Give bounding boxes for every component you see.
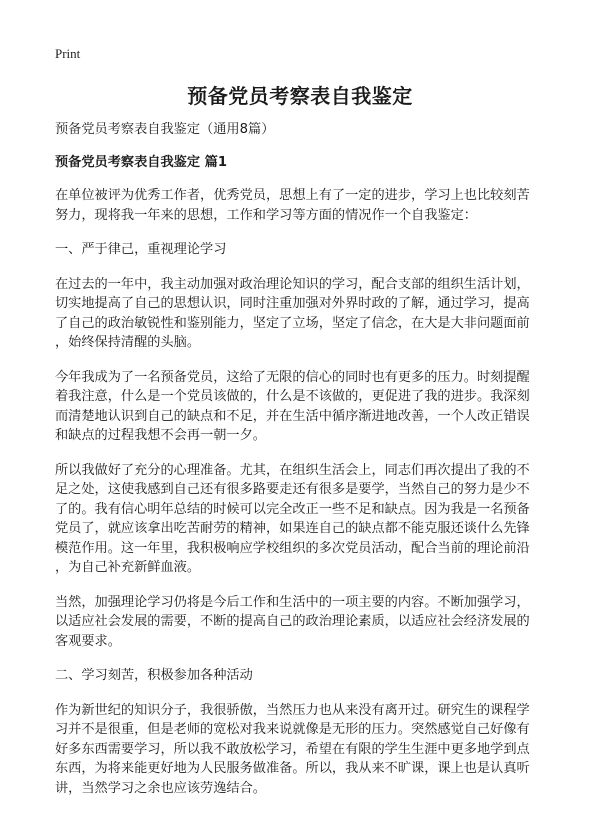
paragraph [55,461,560,578]
paragraph-line: 足之处，这使我感到自己还有很多路要走还有很多是要学，当然自己的努力是少不 [55,482,530,497]
paragraph-line: 好多东西需要学习，所以我不敢放松学习，希望在有限的学生生涯中更多地学到点 [55,741,530,757]
paragraph-line: 着我注意，什么是一个党员该做的，什么是不该做的，更促进了我的进步。我深刻 [55,389,530,404]
paragraph-line: 一、严于律己，重视理论学习 [55,242,227,257]
paragraph-line: 二、学习刻苦，积极参加各种活动 [55,668,253,683]
paragraph [55,701,560,799]
paragraph-line: 客观要求。 [55,633,121,649]
paragraph-line: ，始终保持清醒的头脑。 [55,335,201,350]
paragraph-line: ，为自己补充新鲜血液。 [55,560,201,575]
paragraph [55,368,560,446]
paragraph [55,275,560,353]
section-subheading [55,240,560,260]
paragraph-line: 在过去的一年中，我主动加强对政治理论知识的学习，配合支部的组织生活计划， [55,276,530,292]
paragraph-line: 以适应社会发展的需要，不断的提高自己的政治理论素质，以适应社会经济发展的 [55,614,530,629]
paragraph-line: 作为新世纪的知识分子，我很骄傲，当然压力也从来没有离开过。研究生的课程学 [55,702,530,718]
paragraph-line: 了的。我有信心明年总结的时候可以完全改正一些不足和缺点。因为我是一名预备 [55,501,530,517]
page-title: 预备党员考察表自我鉴定 [187,84,413,108]
paragraph-line: 当然，加强理论学习仍将是今后工作和生活中的一项主要的内容。不断加强学习， [55,594,530,610]
paragraph [55,186,560,225]
paragraph-line: 切实地提高了自己的思想认识，同时注重加强对外界时政的了解，通过学习，提高 [55,296,530,311]
paragraph-line: 而清楚地认识到自己的缺点和不足，并在生活中循序渐进地改善，一个人改正错误 [55,408,530,424]
paragraph-list [55,186,560,798]
paragraph-line: 党员了，就应该拿出吃苦耐劳的精神，如果连自己的缺点都不能克服还谈什么先锋 [55,521,530,536]
document-subtitle: 预备党员考察表自我鉴定（通用8篇） [55,122,275,137]
section-subheading [55,666,560,686]
paragraph-line: 和缺点的过程我想不会再一朝一夕。 [55,428,266,443]
paragraph-line: 讲，当然学习之余也应该劳逸结合。 [55,780,266,796]
paragraph-line: 今年我成为了一名预备党员，这给了无限的信心的同时也有更多的压力。时刻提醒 [55,369,530,385]
document-body [55,120,560,813]
paragraph-line: 在单位被评为优秀工作者，优秀党员，思想上有了一定的进步，学习上也比较刻苦 [55,188,530,203]
paragraph-line: 习并不是很重，但是老师的宽松对我来说就像是无形的压力。突然感觉自己好像有 [55,722,530,737]
paragraph-line: 模范作用。这一年里，我积极响应学校组织的多次党员活动，配合当前的理论前沿 [55,540,530,556]
paragraph-line: 努力，现将我一年来的思想，工作和学习等方面的情况作一个自我鉴定： [55,207,477,223]
section-heading: 预备党员考察表自我鉴定 篇1 [55,154,228,170]
paragraph-line: 了自己的政治敏锐性和鉴别能力，坚定了立场，坚定了信念，在大是大非问题面前 [55,315,530,331]
paragraph [55,593,560,652]
paragraph-line: 所以我做好了充分的心理准备。尤其，在组织生活会上，同志们再次提出了我的不 [55,462,530,478]
print-link[interactable]: Print [55,46,81,61]
paragraph-line: 东西，为将来能更好地为人民服务做准备。所以，我从来不旷课，课上也是认真听 [55,761,530,776]
